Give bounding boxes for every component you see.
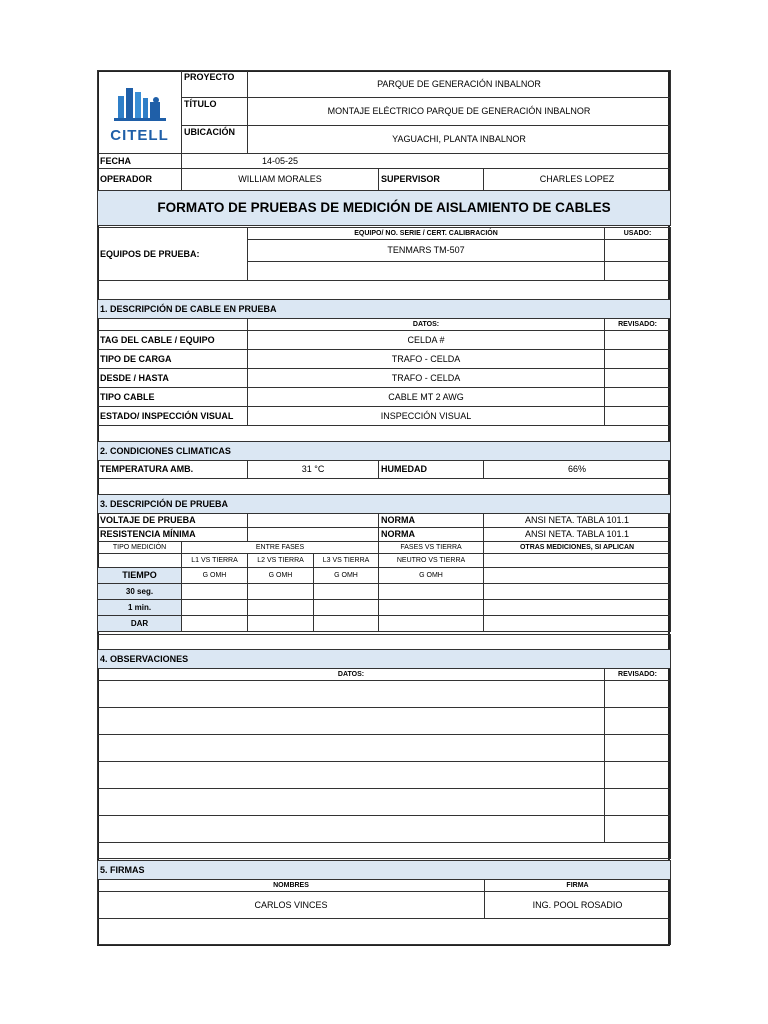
temperatura-label: TEMPERATURA AMB. [98, 461, 248, 479]
factory-icon [108, 82, 172, 126]
l2-header: L2 VS TIERRA [248, 554, 314, 568]
measure-cell[interactable] [248, 600, 314, 616]
tipo-cable-value: CABLE MT 2 AWG [248, 388, 605, 407]
revisado-cell[interactable] [605, 407, 671, 426]
measure-cell[interactable] [182, 616, 248, 632]
usado-cell-2[interactable] [605, 262, 671, 281]
temperatura-value: 31 °C [248, 461, 379, 479]
spacer-row [98, 479, 671, 495]
section2-title: 2. CONDICIONES CLIMATICAS [98, 442, 671, 461]
section5-title: 5. FIRMAS [98, 861, 671, 880]
revisado-cell[interactable] [605, 735, 671, 762]
unit-neutro: G OMH [379, 568, 484, 584]
unit-l2: G OMH [248, 568, 314, 584]
measure-cell[interactable] [248, 616, 314, 632]
revisado-cell[interactable] [605, 708, 671, 735]
measure-cell[interactable] [182, 584, 248, 600]
spacer-row [98, 635, 671, 650]
revisado-cell[interactable] [605, 350, 671, 369]
signer-name: CARLOS VINCES [98, 892, 485, 919]
blank-cell [98, 554, 182, 568]
entre-fases-header: ENTRE FASES [182, 542, 379, 554]
measure-cell[interactable] [314, 616, 379, 632]
unit-l1: G OMH [182, 568, 248, 584]
supervisor-label: SUPERVISOR [379, 169, 484, 191]
tag-cable-label: TAG DEL CABLE / EQUIPO [98, 331, 248, 350]
proyecto-value: PARQUE DE GENERACIÓN INBALNOR [248, 71, 671, 98]
desde-hasta-value: TRAFO - CELDA [248, 369, 605, 388]
tipo-cable-label: TIPO CABLE [98, 388, 248, 407]
measure-cell[interactable] [314, 600, 379, 616]
equipo-item-2[interactable] [248, 262, 605, 281]
spacer-row [98, 919, 671, 945]
logo-text: CITELL [110, 126, 169, 144]
otras-cell[interactable] [484, 568, 671, 584]
revisado-cell[interactable] [605, 762, 671, 789]
equipos-label: EQUIPOS DE PRUEBA: [98, 228, 248, 281]
fecha-label: FECHA [98, 154, 182, 169]
time-dar: DAR [98, 616, 182, 632]
norma-value-2: ANSI NETA. TABLA 101.1 [484, 528, 671, 542]
voltaje-label: VOLTAJE DE PRUEBA [98, 514, 248, 528]
norma-label: NORMA [379, 514, 484, 528]
resistencia-value[interactable] [248, 528, 379, 542]
supervisor-value: CHARLES LOPEZ [484, 169, 671, 191]
tipo-carga-label: TIPO DE CARGA [98, 350, 248, 369]
time-30s: 30 seg. [98, 584, 182, 600]
signatures-table [97, 860, 671, 945]
form-title: FORMATO DE PRUEBAS DE MEDICIÓN DE AISLAMIENTO DE CABLES [98, 191, 671, 226]
measure-cell[interactable] [379, 600, 484, 616]
tipo-carga-value: TRAFO - CELDA [248, 350, 605, 369]
company-logo [98, 71, 182, 154]
fases-tierra-header: FASES VS TIERRA [379, 542, 484, 554]
observacion-cell[interactable] [98, 816, 605, 843]
measure-cell[interactable] [248, 584, 314, 600]
observacion-cell[interactable] [98, 735, 605, 762]
revisado-cell[interactable] [605, 388, 671, 407]
equipo-item-1: TENMARS TM-507 [248, 240, 605, 262]
neutro-header: NEUTRO VS TIERRA [379, 554, 484, 568]
time-1min: 1 min. [98, 600, 182, 616]
measure-cell[interactable] [484, 616, 671, 632]
section1-title: 1. DESCRIPCIÓN DE CABLE EN PRUEBA [98, 300, 671, 319]
revisado-cell[interactable] [605, 681, 671, 708]
unit-l3: G OMH [314, 568, 379, 584]
section3-title: 3. DESCRIPCIÓN DE PRUEBA [98, 495, 671, 514]
operador-value: WILLIAM MORALES [182, 169, 379, 191]
titulo-value: MONTAJE ELÉCTRICO PARQUE DE GENERACIÓN INBALNOR [248, 98, 671, 126]
section4-revisado-header: REVISADO: [605, 669, 671, 681]
signer-signature: ING. POOL ROSADIO [485, 892, 671, 919]
section1-revisado-header: REVISADO: [605, 319, 671, 331]
spacer-row [98, 281, 671, 300]
tag-cable-value: CELDA # [248, 331, 605, 350]
proyecto-label: PROYECTO [182, 71, 248, 98]
revisado-cell[interactable] [605, 789, 671, 816]
measure-cell[interactable] [379, 584, 484, 600]
humedad-label: HUMEDAD [379, 461, 484, 479]
revisado-cell[interactable] [605, 331, 671, 350]
footer-table [97, 634, 671, 859]
ubicacion-label: UBICACIÓN [182, 126, 248, 154]
usado-col-header: USADO: [605, 228, 671, 240]
revisado-cell[interactable] [605, 816, 671, 843]
section1-datos-header: DATOS: [248, 319, 605, 331]
usado-cell-1[interactable] [605, 240, 671, 262]
tipo-medicion-header: TIPO MEDICIÓN [98, 542, 182, 554]
nombres-header: NOMBRES [98, 880, 485, 892]
equipo-col-header: EQUIPO/ NO. SERIE / CERT. CALIBRACIÓN [248, 228, 605, 240]
estado-value: INSPECCIÓN VISUAL [248, 407, 605, 426]
firma-header: FIRMA [485, 880, 671, 892]
revisado-cell[interactable] [605, 369, 671, 388]
otras-cell[interactable] [484, 554, 671, 568]
spacer-row [98, 843, 671, 859]
l1-header: L1 VS TIERRA [182, 554, 248, 568]
norma-value-1: ANSI NETA. TABLA 101.1 [484, 514, 671, 528]
titulo-label: TÍTULO [182, 98, 248, 126]
observacion-cell[interactable] [98, 762, 605, 789]
observacion-cell[interactable] [98, 708, 605, 735]
resistencia-label: RESISTENCIA MÍNIMA [98, 528, 248, 542]
norma-label-2: NORMA [379, 528, 484, 542]
tiempo-header: TIEMPO [98, 568, 182, 584]
header-table [97, 70, 671, 226]
humedad-value: 66% [484, 461, 671, 479]
body-table [97, 227, 671, 632]
estado-label: ESTADO/ INSPECCIÓN VISUAL [98, 407, 248, 426]
observacion-cell[interactable] [98, 789, 605, 816]
measure-cell[interactable] [314, 584, 379, 600]
section4-title: 4. OBSERVACIONES [98, 650, 671, 669]
l3-header: L3 VS TIERRA [314, 554, 379, 568]
section1-blank [98, 319, 248, 331]
voltaje-value[interactable] [248, 514, 379, 528]
otras-mediciones-header: OTRAS MEDICIONES, SI APLICAN [484, 542, 671, 554]
desde-hasta-label: DESDE / HASTA [98, 369, 248, 388]
spacer-row [98, 426, 671, 442]
measure-cell[interactable] [182, 600, 248, 616]
operador-label: OPERADOR [98, 169, 182, 191]
observacion-cell[interactable] [98, 681, 605, 708]
section4-datos-header: DATOS: [98, 669, 605, 681]
ubicacion-value: YAGUACHI, PLANTA INBALNOR [248, 126, 671, 154]
measure-cell[interactable] [379, 616, 484, 632]
measure-cell[interactable] [484, 584, 671, 600]
fecha-value: 14-05-25 [182, 154, 671, 169]
measure-cell[interactable] [484, 600, 671, 616]
